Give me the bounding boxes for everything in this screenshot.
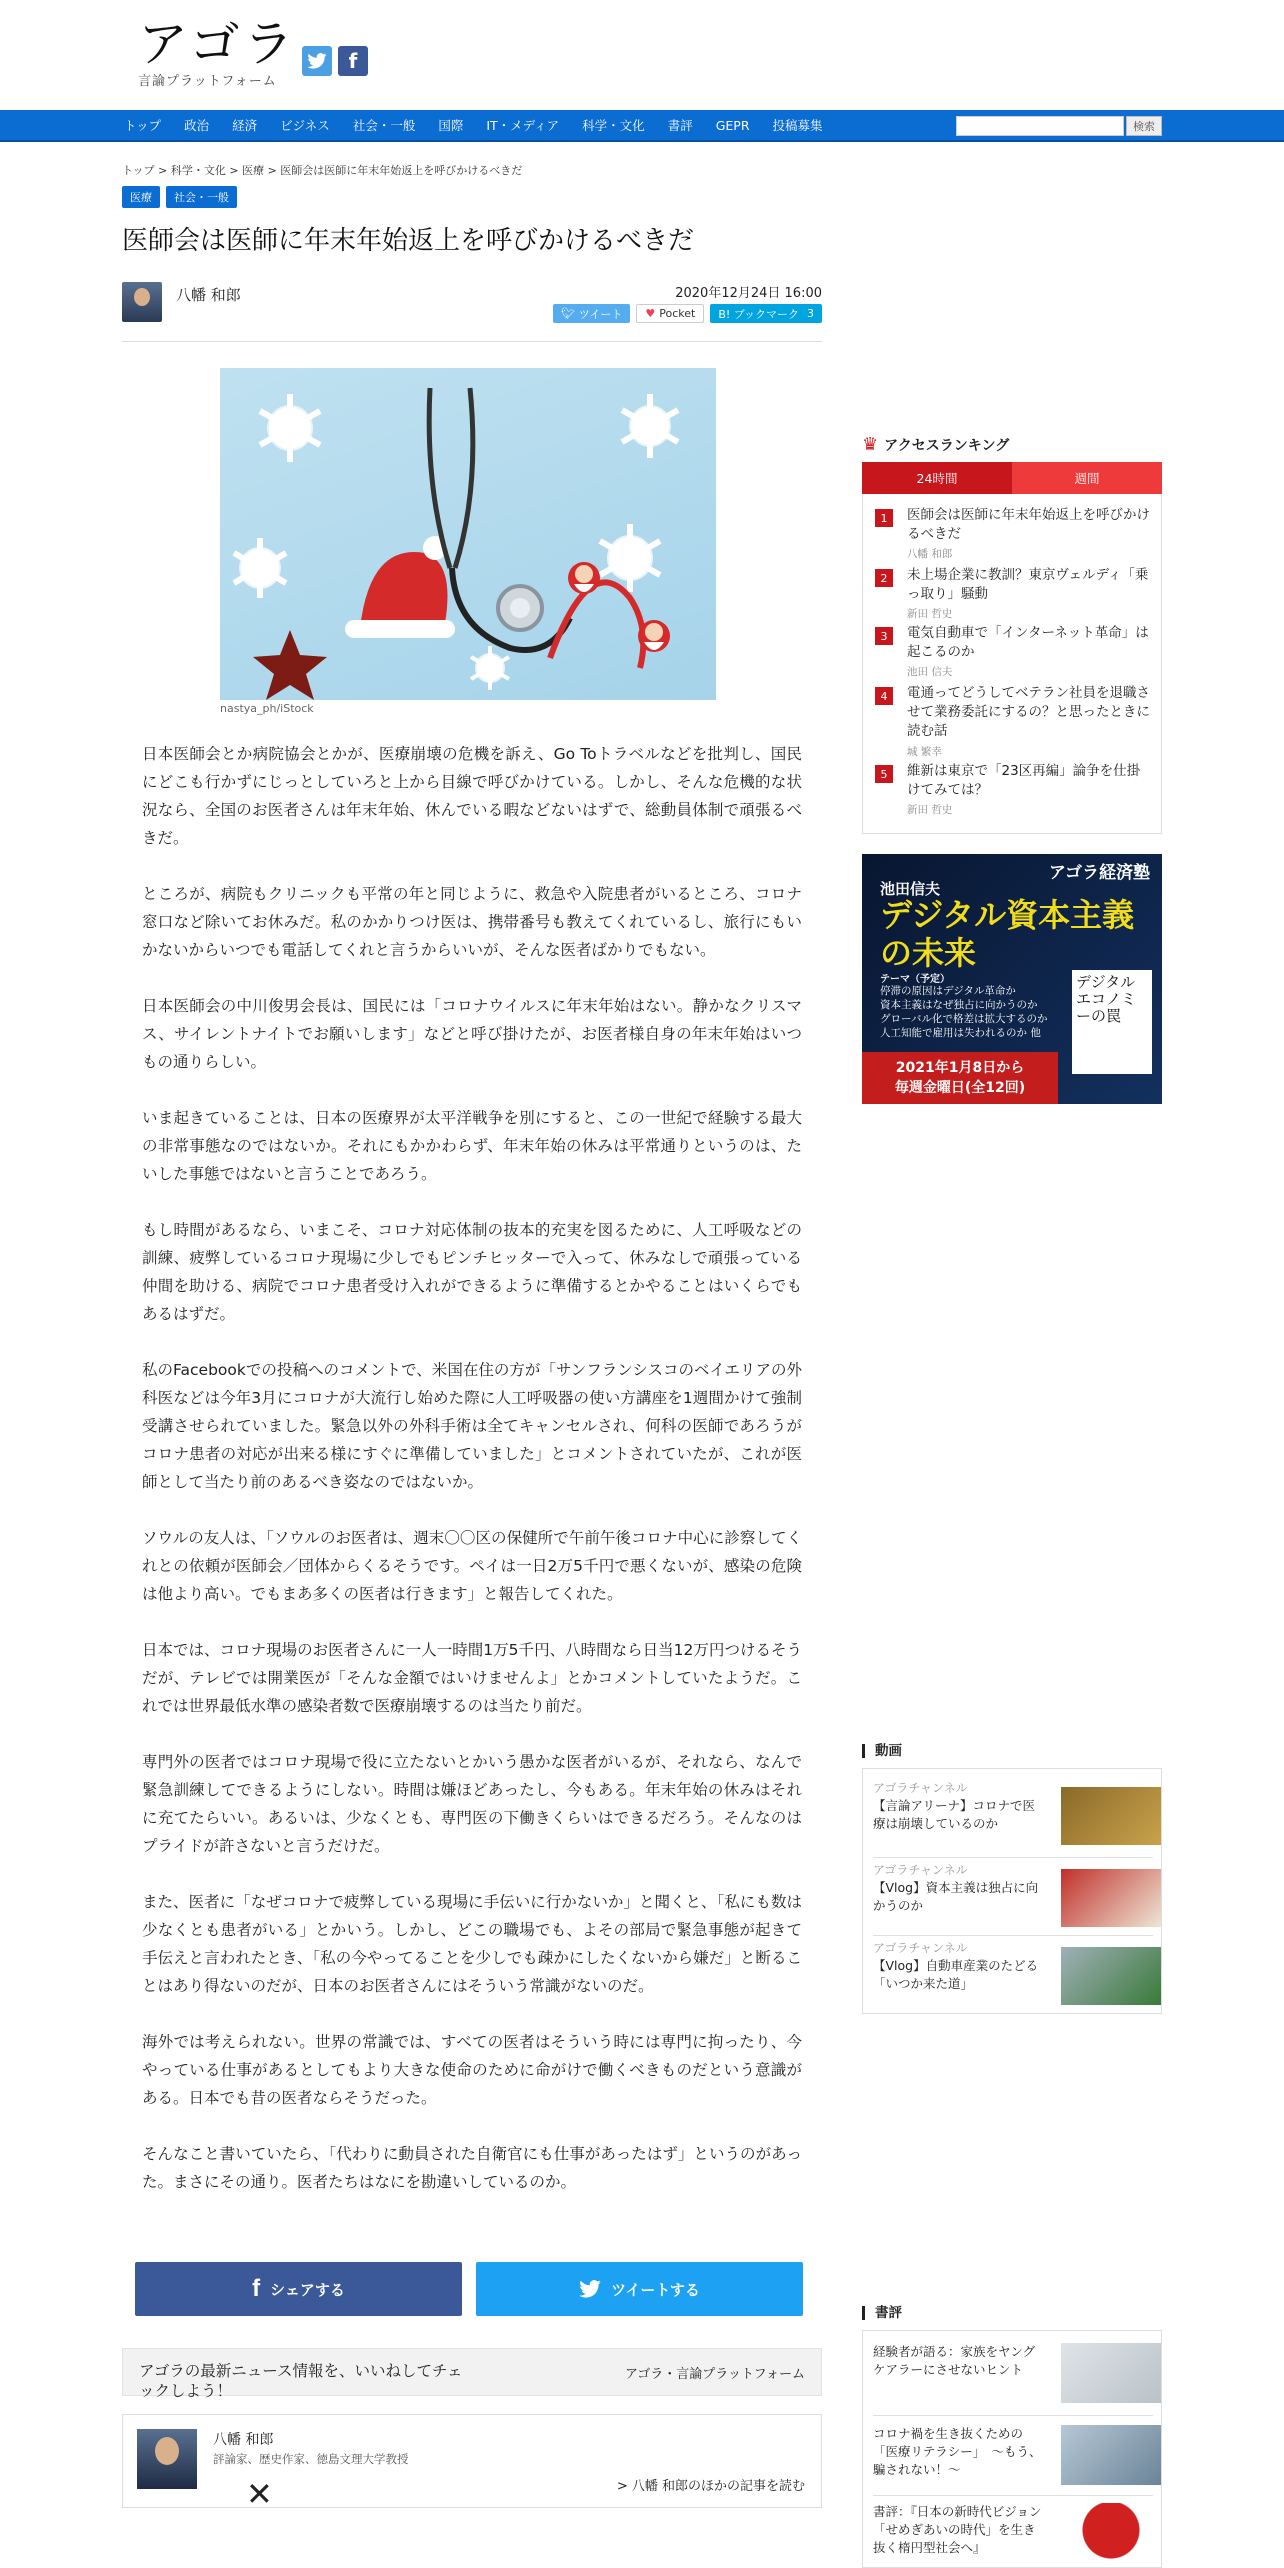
article-tags <box>122 186 237 208</box>
nav-item-book-review[interactable]: 書評 <box>667 118 693 133</box>
nav-item-international[interactable]: 国際 <box>438 118 464 133</box>
ranking-heading <box>862 434 1009 455</box>
ranking-title[interactable]: 未上場企業に教訓？東京ヴェルディ「乗っ取り」騒動 <box>907 567 1149 602</box>
video-item[interactable] <box>873 1779 1153 1855</box>
twitter-share-label: ツイートする <box>611 2280 700 2299</box>
twitter-icon <box>579 2280 601 2298</box>
nav-item-contribute[interactable]: 投稿募集 <box>772 118 823 133</box>
ranking-author: 八幡 和郎 <box>907 548 953 560</box>
ranking-title[interactable]: 電気自動車で「インターネット革命」は起こるのか <box>907 625 1149 660</box>
article-paragraph: 私のFacebookでの投稿へのコメントで、米国在住の方が「サンフランシスコのベイエリアの外科医などは今年3月にコロナが大流行し始めた際に人工呼吸器の使い方講座を1週間かけて強制受講させられていました。緊急以外の外科手術は全てキャンセルされ、何科の医師であろうがコロナ患者の対応が出来る様にすぐに準備していました」とコメントされていたが、これが医師として当たり前のあるべき姿なのではないか。 <box>142 1361 802 1491</box>
article-paragraph: いま起きていることは、日本の医療界が太平洋戦争を別にすると、この一世紀で経験する最大の非常事態なのではないか。それにもかかわらず、年末年始の休みは平常通りというのは、たいした事態ではないと言うことであろう。 <box>142 1109 802 1183</box>
hatena-count: 3 <box>807 307 814 320</box>
ranking-author: 池田 信夫 <box>907 666 953 678</box>
facebook-share-label: シェアする <box>270 2280 345 2299</box>
nav-item-business[interactable]: ビジネス <box>280 118 330 133</box>
nav-item-politics[interactable]: 政治 <box>184 118 210 133</box>
video-title[interactable]: 【Vlog】資本主義は独占に向かうのか <box>873 1880 1039 1913</box>
facebook-icon[interactable]: f <box>338 46 368 76</box>
banner-school: アゴラ経済塾 <box>1048 863 1150 883</box>
book-title[interactable]: 書評：『日本の新時代ビジョン「せめぎあいの時代」を生き抜く楕円型社会へ』 <box>873 2504 1042 2555</box>
facebook-like-box[interactable] <box>122 2348 822 2400</box>
video-title[interactable]: 【言論アリーナ】コロナで医療は崩壊しているのか <box>873 1798 1036 1831</box>
publish-date: 2020年12月24日 16:00 <box>675 286 822 301</box>
article-paragraph: 海外では考えられない。世界の常識では、すべての医者はそういう時には専門に拘ったり、今やっている仕事があるとしてもより大きな使命のために命がけで働くべきものだという意識がある。日本でも昔の医者ならそうだった。 <box>142 2033 802 2107</box>
article-body <box>142 740 802 2224</box>
author-avatar[interactable] <box>122 282 162 322</box>
stethoscope-christmas-illustration <box>220 368 716 700</box>
rank-number: 4 <box>875 687 893 705</box>
article-paragraph: 日本では、コロナ現場のお医者さんに一人一時間1万5千円、八時間なら日当12万円つけるそうだが、テレビでは開業医が「そんな金額ではいけませんよ」とかコメントしていたようだ。これでは世界最低水準の感染者数で医療崩壊するのは当たり前だ。 <box>142 1641 802 1715</box>
header-social <box>302 46 368 76</box>
ranking-heading-label: アクセスランキング <box>884 437 1010 454</box>
video-item[interactable] <box>873 1939 1153 2015</box>
video-item[interactable] <box>873 1861 1153 1937</box>
banner-speaker: 池田信夫 <box>880 880 941 898</box>
banner-theme: テーマ（予定） <box>880 974 950 985</box>
article-paragraph: 日本医師会の中川俊男会長は、国民には「コロナウイルスに年末年始はない。静かなクリスマス、サイレントナイトでお願いします」などと呼び掛けたが、お医者様自身の年末年始はいつもの通りらしい。 <box>142 997 802 1071</box>
ranking-title[interactable]: 維新は東京で「23区再編」論争を仕掛けてみては？ <box>907 763 1141 798</box>
twitter-share-button[interactable] <box>476 2262 803 2316</box>
divider <box>873 2415 1153 2416</box>
author-name[interactable]: 八幡 和郎 <box>176 286 241 304</box>
global-nav <box>0 110 1284 142</box>
search-button[interactable]: 検索 <box>1126 116 1162 136</box>
rank-number: 2 <box>875 569 893 587</box>
facebook-share-button[interactable] <box>135 2262 462 2316</box>
ranking-author: 新田 哲史 <box>907 608 953 620</box>
share-buttons <box>553 304 822 323</box>
divider <box>873 1935 1153 1936</box>
banner-topics: 停滞の原因はデジタル革命か 資本主義はなぜ独占に向かうのか グローバル化で格差は拡大するのか 人工知能で雇用は失われるのか 他 <box>880 985 1048 1039</box>
logo-tagline: 言論プラットフォーム <box>138 74 277 89</box>
tab-weekly[interactable]: 週間 <box>1012 462 1162 494</box>
nav-item-science-culture[interactable]: 科学・文化 <box>582 118 645 133</box>
ad-banner[interactable] <box>862 854 1162 1104</box>
video-channel: アゴラチャンネル <box>873 1941 968 1955</box>
site-logo[interactable] <box>138 15 298 89</box>
breadcrumb[interactable]: トップ > 科学・文化 > 医療 > 医師会は医師に年末年始返上を呼びかけるべきだ <box>122 164 523 177</box>
pocket-icon: ♥ <box>645 307 656 320</box>
hero-image <box>220 368 716 700</box>
author-role: 評論家、歴史作家、徳島文理大学教授 <box>213 2452 409 2466</box>
rank-number: 1 <box>875 509 893 527</box>
article-paragraph: もし時間があるなら、いまこそ、コロナ対応体制の抜本的充実を図るために、人工呼吸などの訓練、疲弊しているコロナ現場に少しでもピンチヒッターで入って、休みなしで頑張っている仲間を助ける、病院でコロナ患者受け入れができるように準備するとかやることはいくらでもあるはずだ。 <box>142 1221 802 1323</box>
author-avatar[interactable] <box>137 2429 197 2489</box>
nav-item-it-media[interactable]: IT・メディア <box>486 118 560 133</box>
twitter-icon[interactable] <box>302 46 332 76</box>
book-thumbnail[interactable] <box>1061 2503 1161 2563</box>
video-thumbnail[interactable] <box>1061 1947 1161 2005</box>
author-profile-box <box>122 2414 822 2513</box>
rank-number: 3 <box>875 627 893 645</box>
image-credit: nastya_ph/iStock <box>220 702 314 715</box>
book-review-list <box>862 2330 1162 2568</box>
nav-item-top[interactable]: トップ <box>124 118 162 133</box>
logo-text[interactable]: アゴラ <box>138 15 298 73</box>
divider <box>873 2495 1153 2496</box>
video-title[interactable]: 【Vlog】自動車産業のたどる「いつか来た道」 <box>873 1958 1039 1991</box>
banner-book-cover: デジタルエコノミーの罠 <box>1072 970 1152 1074</box>
tweet-label: ツイート <box>578 307 623 321</box>
article-paragraph: そんなこと書いていたら、「代わりに動員された自衛官にも仕事があったはず」というのがあった。まさにその通り。医者たちはなにを勘違いしているのか。 <box>142 2145 802 2191</box>
video-thumbnail[interactable] <box>1061 1787 1161 1845</box>
twitter-icon: 🐦︎ <box>560 307 575 320</box>
facebook-icon: f <box>252 2275 261 2302</box>
like-box-text: アゴラの最新ニュース情報を、いいねしてチェックしよう！ <box>139 2362 463 2400</box>
pocket-button[interactable] <box>636 304 704 323</box>
banner-dates: 2021年1月8日から 毎週金曜日(全12回) <box>862 1052 1058 1104</box>
site-header <box>0 0 1284 108</box>
ranking-author: 新田 哲史 <box>907 804 953 816</box>
video-channel: アゴラチャンネル <box>873 1781 968 1795</box>
hatena-label: B! ブックマーク <box>718 307 799 321</box>
video-section-heading: 動画 <box>862 1744 902 1758</box>
book-thumbnail[interactable] <box>1061 2425 1161 2485</box>
book-thumbnail[interactable] <box>1061 2343 1161 2403</box>
divider <box>873 1857 1153 1858</box>
tab-24h[interactable]: 24時間 <box>862 462 1012 494</box>
nav-item-gepr[interactable]: GEPR <box>715 117 750 133</box>
rank-number: 5 <box>875 765 893 783</box>
banner-title: デジタル資本主義の未来 <box>880 896 1135 972</box>
book-title[interactable]: 経験者が語る：家族をヤングケアラーにさせないヒント <box>873 2344 1036 2377</box>
article-paragraph: 日本医師会とか病院協会とかが、医療崩壊の危機を訴え、Go Toトラベルなどを批判し、国民にどこも行かずにじっとしていろと上から目線で呼びかけている。しかし、そんな危機的な状況なら、全国のお医者さんは年末年始、休んでいる暇などないはずで、総動員体制で頑張るべきだ。 <box>142 745 802 847</box>
tweet-button[interactable] <box>553 304 630 323</box>
nav-item-economy[interactable]: 経済 <box>232 118 258 133</box>
tag-medical[interactable]: 医療 <box>122 186 160 208</box>
ranking-title[interactable]: 電通ってどうしてベテラン社員を退職させて業務委託にするの？と思ったときに読む話 <box>907 685 1150 739</box>
search-input[interactable] <box>956 116 1124 136</box>
like-box-page-name[interactable]: アゴラ・言論プラットフォーム <box>624 2367 805 2382</box>
pocket-label: Pocket <box>659 307 696 320</box>
article-title: 医師会は医師に年末年始返上を呼びかけるべきだ <box>122 226 695 256</box>
nav-item-society[interactable]: 社会・一般 <box>352 118 416 133</box>
video-list <box>862 1768 1162 2014</box>
author-name[interactable]: 八幡 和郎 <box>213 2432 274 2448</box>
close-icon[interactable]: ✕ <box>246 2475 273 2513</box>
book-section-heading: 書評 <box>862 2306 902 2320</box>
crown-icon: ♛ <box>862 434 879 455</box>
ranking-list <box>862 494 1162 834</box>
hatena-bookmark-button[interactable] <box>710 304 822 323</box>
ranking-tabs <box>862 462 1162 494</box>
author-more-articles-link[interactable]: > 八幡 和郎のほかの記事を読む <box>616 2479 805 2494</box>
article-meta <box>122 282 822 342</box>
article-paragraph: ところが、病院もクリニックも平常の年と同じように、救急や入院患者がいるところ、コロナ窓口など除いてお休みだ。私のかかりつけ医は、携帯番号も教えてくれているし、旅行にもいかないからいつでも電話してくれと言うからいいが、そんな医者ばかりでもない。 <box>142 885 802 959</box>
article-paragraph: 専門外の医者ではコロナ現場で役に立たないとかいう愚かな医者がいるが、それなら、なんで緊急訓練してできるようにしない。時間は嫌ほどあったし、今もある。年末年始の休みはそれに充てたらいい。あるいは、少なくとも、専門医の下働きくらいはできるだろう。そんなのはプライドが許さないと言うだけだ。 <box>142 1753 802 1855</box>
ranking-author: 城 繁幸 <box>907 746 942 758</box>
footer-share <box>135 2262 803 2316</box>
video-thumbnail[interactable] <box>1061 1869 1161 1927</box>
video-channel: アゴラチャンネル <box>873 1863 968 1877</box>
book-title[interactable]: コロナ禍を生き抜くための「医療リテラシー」 〜もう、騙されない！〜 <box>873 2426 1042 2477</box>
tag-society[interactable]: 社会・一般 <box>166 186 237 208</box>
article-paragraph: ソウルの友人は、「ソウルのお医者は、週末〇〇区の保健所で午前午後コロナ中心に診察してくれとの依頼が医師会／団体からくるそうです。ペイは一日2万5千円で悪くないが、感染の危険は他より高い。でもまあ多くの医者は行きます」と報告してくれた。 <box>142 1529 802 1603</box>
article-paragraph: また、医者に「なぜコロナで疲弊している現場に手伝いに行かないか」と聞くと、「私にも数は少なくとも患者がいる」とかいう。しかし、どこの職場でも、よその部局で緊急事態が起きて手伝えと言われたとき、「私の今やってることを少しでも疎かにしたくないから嫌だ」と断ることはあり得ないのだが、日本のお医者さんにはそういう常識がないのだ。 <box>142 1893 802 1995</box>
ranking-title[interactable]: 医師会は医師に年末年始返上を呼びかけるべきだ <box>907 507 1150 542</box>
